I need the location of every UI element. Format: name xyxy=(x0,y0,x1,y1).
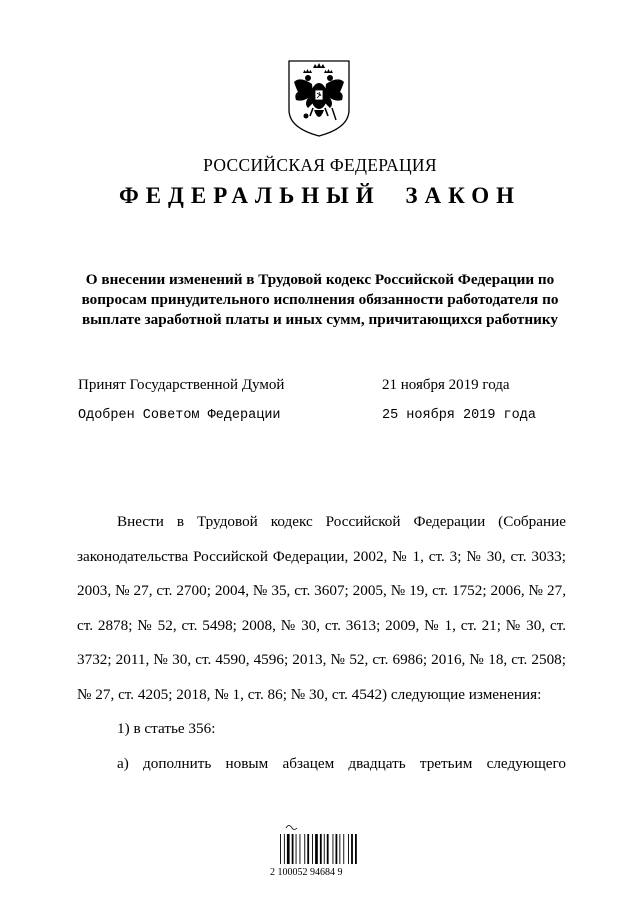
item-1: 1) в статье 356: xyxy=(117,720,216,737)
barcode-number: 2 100052 94684 9 xyxy=(270,867,343,878)
state-emblem-icon xyxy=(286,58,352,138)
adoption-date: 25 ноября 2019 года xyxy=(382,408,536,423)
adoption-date: 21 ноября 2019 года xyxy=(382,377,510,393)
intro-paragraph: Внести в Трудовой кодекс Российской Федерации (Собрание законодательства Российской Федерации, 2002, № 1, ст. 3; № 30, ст. 3033; 2003, № 27, ст. 2700; 2004, № 35, ст. 3607; 2005, № 19, ст. 1752; 2006, № 27, ст. 2878; № 52, ст. 5498; 2008, № 30, ст. 3613; 2009, № 1, ст. 21; № 30, ст. 3732; 2011, № 30, ст. 4590, 4596; 2013, № 52, ст. 6986; 2016, № 18, ст. 2508; № 27, ст. 4205; 2018, № 1, ст. 86; № 30, ст. 4542) следующие изменения: xyxy=(77,513,566,703)
law-title: О внесении изменений в Трудовой кодекс Российской Федерации по вопросам принудительного исполнения обязанности работодателя по выплате заработной платы и иных сумм, причитающихся работнику xyxy=(81,271,559,328)
law-body xyxy=(77,505,566,781)
item-1a: а) дополнить новым абзацем двадцать третьим следующего xyxy=(117,754,566,772)
country-name: РОССИЙСКАЯ ФЕДЕРАЦИЯ xyxy=(203,155,437,175)
adoption-label: Одобрен Советом Федерации xyxy=(78,408,281,423)
law-type-heading: ФЕДЕРАЛЬНЫЙ ЗАКОН xyxy=(118,183,522,208)
adoption-label: Принят Государственной Думой xyxy=(78,377,285,393)
